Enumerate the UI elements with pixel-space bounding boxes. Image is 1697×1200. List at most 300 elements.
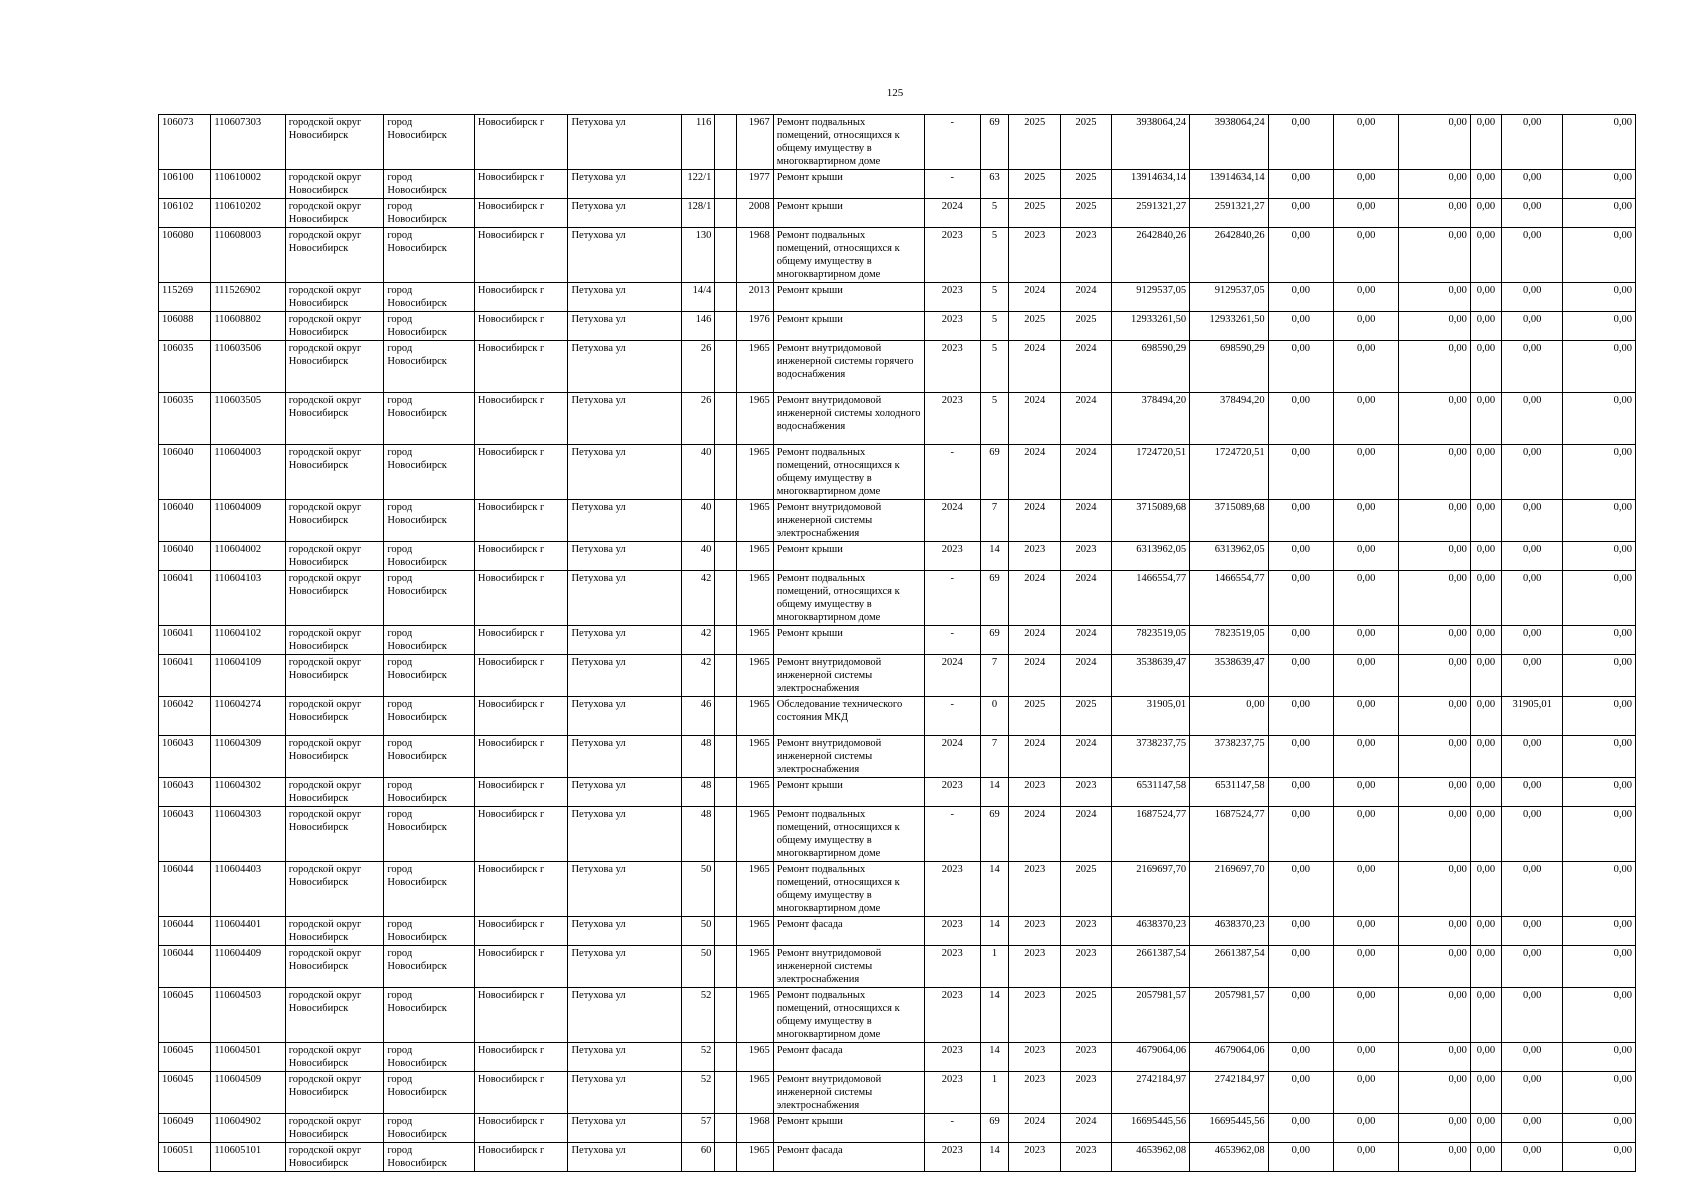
cell-cost-survey: 0,00 — [1502, 988, 1563, 1043]
cell-cost-survey: 0,00 — [1502, 862, 1563, 917]
cell-work-type: Ремонт внутридомовой инженерной системы электроснабжения — [773, 946, 924, 988]
cell-street: Петухова ул — [568, 778, 682, 807]
cell-settlement: город Новосибирск — [384, 170, 475, 199]
cell-cost-extra: 0,00 — [1563, 988, 1636, 1043]
table-row — [159, 571, 1636, 626]
cell-cost-extra: 0,00 — [1563, 736, 1636, 778]
cell-cost-regional: 0,00 — [1268, 199, 1333, 228]
cell-cost-fund: 0,00 — [1190, 697, 1268, 736]
cell-work-type: Ремонт фасада — [773, 1043, 924, 1072]
cell-cost-fund: 4653962,08 — [1190, 1143, 1268, 1172]
cell-plan-start-year: 2024 — [1009, 341, 1061, 393]
cell-cost-regional: 0,00 — [1268, 170, 1333, 199]
cell-work-code: 110604274 — [211, 697, 285, 736]
cell-street: Петухова ул — [568, 393, 682, 445]
cell-work-type: Ремонт подвальных помещений, относящихся к общему имуществу в многоквартирном доме — [773, 228, 924, 283]
cell-cost-survey: 0,00 — [1502, 228, 1563, 283]
cell-total-cost: 2169697,70 — [1111, 862, 1189, 917]
cell-locality: Новосибирск г — [474, 283, 568, 312]
table-row — [159, 736, 1636, 778]
cell-cost-local: 0,00 — [1334, 341, 1399, 393]
cell-cost-fund: 378494,20 — [1190, 393, 1268, 445]
cell-cost-fund: 1687524,77 — [1190, 807, 1268, 862]
cell-cost-local: 0,00 — [1334, 1143, 1399, 1172]
cell-system-code: 115269 — [159, 283, 211, 312]
cell-work-code: 110604902 — [211, 1114, 285, 1143]
cell-total-cost: 1687524,77 — [1111, 807, 1189, 862]
cell-cost-owners: 0,00 — [1399, 170, 1470, 199]
cell-cost-extra: 0,00 — [1563, 312, 1636, 341]
cell-year-built: 1965 — [737, 1043, 773, 1072]
cell-cost-fund: 6313962,05 — [1190, 542, 1268, 571]
cell-plan-start-year: 2024 — [1009, 626, 1061, 655]
cell-settlement: город Новосибирск — [384, 283, 475, 312]
cell-cost-regional: 0,00 — [1268, 1043, 1333, 1072]
cell-wear-percent: 69 — [980, 571, 1008, 626]
cell-municipal-district: городской округ Новосибирск — [285, 697, 384, 736]
cell-cost-owners: 0,00 — [1399, 228, 1470, 283]
cell-cost-other: 0,00 — [1470, 115, 1501, 170]
cell-municipal-district: городской округ Новосибирск — [285, 312, 384, 341]
cell-house-number: 48 — [682, 736, 715, 778]
cell-house-number: 14/4 — [682, 283, 715, 312]
cell-locality: Новосибирск г — [474, 778, 568, 807]
cell-settlement: город Новосибирск — [384, 1114, 475, 1143]
cell-street: Петухова ул — [568, 115, 682, 170]
cell-cost-other: 0,00 — [1470, 1072, 1501, 1114]
cell-locality: Новосибирск г — [474, 312, 568, 341]
cell-cost-other: 0,00 — [1470, 283, 1501, 312]
cell-street: Петухова ул — [568, 626, 682, 655]
cell-house-number: 42 — [682, 626, 715, 655]
cell-system-code: 106044 — [159, 946, 211, 988]
cell-year-built: 2013 — [737, 283, 773, 312]
cell-cost-local: 0,00 — [1334, 500, 1399, 542]
cell-locality: Новосибирск г — [474, 917, 568, 946]
cell-cost-fund: 2169697,70 — [1190, 862, 1268, 917]
cell-house-number: 40 — [682, 500, 715, 542]
cell-work-code: 110604109 — [211, 655, 285, 697]
cell-total-cost: 3738237,75 — [1111, 736, 1189, 778]
cell-plan-start-year: 2023 — [1009, 778, 1061, 807]
cell-cost-local: 0,00 — [1334, 199, 1399, 228]
cell-work-type: Ремонт подвальных помещений, относящихся к общему имуществу в многоквартирном доме — [773, 571, 924, 626]
cell-building — [715, 393, 737, 445]
cell-wear-percent: 69 — [980, 445, 1008, 500]
cell-cost-fund: 2661387,54 — [1190, 946, 1268, 988]
cell-street: Петухова ул — [568, 1143, 682, 1172]
cell-building — [715, 341, 737, 393]
cell-house-number: 46 — [682, 697, 715, 736]
cell-plan-end-year: 2023 — [1061, 1072, 1111, 1114]
cell-plan-end-year: 2025 — [1061, 697, 1111, 736]
cell-system-code: 106040 — [159, 500, 211, 542]
cell-building — [715, 1072, 737, 1114]
cell-cost-fund: 9129537,05 — [1190, 283, 1268, 312]
cell-wear-percent: 69 — [980, 807, 1008, 862]
cell-plan-end-year: 2023 — [1061, 1143, 1111, 1172]
cell-cost-fund: 6531147,58 — [1190, 778, 1268, 807]
cell-survey-year: - — [924, 697, 980, 736]
cell-plan-end-year: 2025 — [1061, 170, 1111, 199]
cell-cost-regional: 0,00 — [1268, 312, 1333, 341]
cell-year-built: 1965 — [737, 697, 773, 736]
cell-year-built: 1965 — [737, 445, 773, 500]
cell-building — [715, 445, 737, 500]
cell-work-code: 110604509 — [211, 1072, 285, 1114]
cell-municipal-district: городской округ Новосибирск — [285, 1114, 384, 1143]
cell-plan-end-year: 2025 — [1061, 115, 1111, 170]
cell-building — [715, 542, 737, 571]
table-row — [159, 115, 1636, 170]
cell-year-built: 1965 — [737, 946, 773, 988]
cell-cost-other: 0,00 — [1470, 988, 1501, 1043]
cell-cost-extra: 0,00 — [1563, 626, 1636, 655]
cell-cost-owners: 0,00 — [1399, 736, 1470, 778]
cell-year-built: 1977 — [737, 170, 773, 199]
cell-house-number: 52 — [682, 1043, 715, 1072]
cell-locality: Новосибирск г — [474, 626, 568, 655]
cell-house-number: 48 — [682, 778, 715, 807]
cell-street: Петухова ул — [568, 655, 682, 697]
cell-cost-local: 0,00 — [1334, 736, 1399, 778]
cell-cost-fund: 16695445,56 — [1190, 1114, 1268, 1143]
cell-cost-fund: 1466554,77 — [1190, 571, 1268, 626]
cell-street: Петухова ул — [568, 736, 682, 778]
cell-total-cost: 698590,29 — [1111, 341, 1189, 393]
cell-wear-percent: 1 — [980, 1072, 1008, 1114]
cell-locality: Новосибирск г — [474, 170, 568, 199]
cell-street: Петухова ул — [568, 341, 682, 393]
cell-cost-survey: 0,00 — [1502, 626, 1563, 655]
cell-cost-fund: 2642840,26 — [1190, 228, 1268, 283]
cell-plan-end-year: 2024 — [1061, 1114, 1111, 1143]
cell-cost-other: 0,00 — [1470, 697, 1501, 736]
cell-building — [715, 626, 737, 655]
cell-system-code: 106041 — [159, 655, 211, 697]
cell-cost-fund: 4638370,23 — [1190, 917, 1268, 946]
cell-survey-year: 2023 — [924, 1043, 980, 1072]
cell-building — [715, 571, 737, 626]
cell-building — [715, 917, 737, 946]
cell-cost-fund: 4679064,06 — [1190, 1043, 1268, 1072]
cell-plan-start-year: 2025 — [1009, 170, 1061, 199]
cell-total-cost: 7823519,05 — [1111, 626, 1189, 655]
cell-municipal-district: городской округ Новосибирск — [285, 199, 384, 228]
cell-plan-end-year: 2023 — [1061, 917, 1111, 946]
cell-cost-extra: 0,00 — [1563, 946, 1636, 988]
cell-total-cost: 1724720,51 — [1111, 445, 1189, 500]
cell-cost-extra: 0,00 — [1563, 445, 1636, 500]
cell-survey-year: 2023 — [924, 917, 980, 946]
cell-wear-percent: 63 — [980, 170, 1008, 199]
cell-work-code: 110604501 — [211, 1043, 285, 1072]
cell-building — [715, 807, 737, 862]
cell-municipal-district: городской округ Новосибирск — [285, 1143, 384, 1172]
cell-cost-survey: 0,00 — [1502, 1143, 1563, 1172]
cell-work-type: Ремонт фасада — [773, 917, 924, 946]
cell-street: Петухова ул — [568, 917, 682, 946]
cell-cost-other: 0,00 — [1470, 170, 1501, 199]
cell-plan-start-year: 2023 — [1009, 228, 1061, 283]
cell-cost-local: 0,00 — [1334, 1114, 1399, 1143]
cell-cost-survey: 0,00 — [1502, 1114, 1563, 1143]
cell-wear-percent: 5 — [980, 312, 1008, 341]
cell-cost-survey: 0,00 — [1502, 393, 1563, 445]
cell-survey-year: - — [924, 1114, 980, 1143]
cell-plan-end-year: 2025 — [1061, 312, 1111, 341]
cell-locality: Новосибирск г — [474, 542, 568, 571]
cell-plan-start-year: 2023 — [1009, 1043, 1061, 1072]
cell-wear-percent: 7 — [980, 655, 1008, 697]
cell-plan-start-year: 2024 — [1009, 1114, 1061, 1143]
cell-street: Петухова ул — [568, 862, 682, 917]
cell-wear-percent: 5 — [980, 199, 1008, 228]
cell-cost-extra: 0,00 — [1563, 1043, 1636, 1072]
cell-settlement: город Новосибирск — [384, 393, 475, 445]
cell-survey-year: 2023 — [924, 393, 980, 445]
cell-plan-start-year: 2024 — [1009, 571, 1061, 626]
table-row — [159, 697, 1636, 736]
cell-total-cost: 6531147,58 — [1111, 778, 1189, 807]
cell-cost-extra: 0,00 — [1563, 655, 1636, 697]
cell-cost-extra: 0,00 — [1563, 1072, 1636, 1114]
cell-work-code: 110604003 — [211, 445, 285, 500]
page-number: 125 — [886, 87, 904, 99]
cell-cost-extra: 0,00 — [1563, 778, 1636, 807]
cell-cost-owners: 0,00 — [1399, 341, 1470, 393]
cell-cost-local: 0,00 — [1334, 228, 1399, 283]
cell-cost-survey: 0,00 — [1502, 199, 1563, 228]
cell-plan-end-year: 2024 — [1061, 571, 1111, 626]
cell-year-built: 1965 — [737, 542, 773, 571]
cell-building — [715, 1043, 737, 1072]
cell-survey-year: 2024 — [924, 500, 980, 542]
table-row — [159, 341, 1636, 393]
cell-system-code: 106102 — [159, 199, 211, 228]
cell-survey-year: - — [924, 571, 980, 626]
cell-settlement: город Новосибирск — [384, 228, 475, 283]
cell-locality: Новосибирск г — [474, 571, 568, 626]
cell-wear-percent: 14 — [980, 778, 1008, 807]
cell-street: Петухова ул — [568, 312, 682, 341]
cell-year-built: 1965 — [737, 655, 773, 697]
cell-year-built: 1965 — [737, 917, 773, 946]
cell-building — [715, 1143, 737, 1172]
cell-cost-survey: 0,00 — [1502, 946, 1563, 988]
cell-locality: Новосибирск г — [474, 1072, 568, 1114]
cell-municipal-district: городской округ Новосибирск — [285, 283, 384, 312]
table-row — [159, 228, 1636, 283]
cell-municipal-district: городской округ Новосибирск — [285, 862, 384, 917]
table-row — [159, 393, 1636, 445]
cell-work-type: Ремонт фасада — [773, 1143, 924, 1172]
cell-cost-local: 0,00 — [1334, 312, 1399, 341]
cell-cost-regional: 0,00 — [1268, 542, 1333, 571]
table-row — [159, 946, 1636, 988]
cell-work-type: Ремонт крыши — [773, 1114, 924, 1143]
cell-building — [715, 199, 737, 228]
cell-settlement: город Новосибирск — [384, 312, 475, 341]
cell-house-number: 26 — [682, 341, 715, 393]
cell-street: Петухова ул — [568, 228, 682, 283]
cell-system-code: 106042 — [159, 697, 211, 736]
cell-cost-other: 0,00 — [1470, 571, 1501, 626]
cell-settlement: город Новосибирск — [384, 571, 475, 626]
cell-settlement: город Новосибирск — [384, 655, 475, 697]
cell-total-cost: 2742184,97 — [1111, 1072, 1189, 1114]
cell-municipal-district: городской округ Новосибирск — [285, 115, 384, 170]
cell-cost-other: 0,00 — [1470, 1143, 1501, 1172]
cell-cost-owners: 0,00 — [1399, 988, 1470, 1043]
cell-building — [715, 283, 737, 312]
cell-settlement: город Новосибирск — [384, 626, 475, 655]
cell-cost-owners: 0,00 — [1399, 626, 1470, 655]
cell-system-code: 106041 — [159, 571, 211, 626]
cell-locality: Новосибирск г — [474, 500, 568, 542]
cell-work-type: Ремонт подвальных помещений, относящихся к общему имуществу в многоквартирном доме — [773, 445, 924, 500]
cell-house-number: 50 — [682, 946, 715, 988]
cell-wear-percent: 14 — [980, 1043, 1008, 1072]
cell-cost-survey: 0,00 — [1502, 445, 1563, 500]
cell-cost-survey: 0,00 — [1502, 736, 1563, 778]
cell-building — [715, 115, 737, 170]
cell-building — [715, 736, 737, 778]
cell-year-built: 1965 — [737, 341, 773, 393]
cell-cost-survey: 0,00 — [1502, 807, 1563, 862]
cell-plan-start-year: 2024 — [1009, 736, 1061, 778]
cell-cost-other: 0,00 — [1470, 807, 1501, 862]
cell-survey-year: 2023 — [924, 946, 980, 988]
cell-cost-extra: 0,00 — [1563, 341, 1636, 393]
cell-cost-local: 0,00 — [1334, 393, 1399, 445]
cell-street: Петухова ул — [568, 1043, 682, 1072]
cell-plan-end-year: 2024 — [1061, 807, 1111, 862]
cell-settlement: город Новосибирск — [384, 946, 475, 988]
cell-cost-extra: 0,00 — [1563, 1114, 1636, 1143]
cell-survey-year: 2023 — [924, 312, 980, 341]
cell-year-built: 1965 — [737, 862, 773, 917]
cell-wear-percent: 69 — [980, 115, 1008, 170]
cell-wear-percent: 7 — [980, 500, 1008, 542]
cell-cost-local: 0,00 — [1334, 542, 1399, 571]
cell-cost-survey: 0,00 — [1502, 655, 1563, 697]
cell-total-cost: 3938064,24 — [1111, 115, 1189, 170]
cell-settlement: город Новосибирск — [384, 807, 475, 862]
cell-municipal-district: городской округ Новосибирск — [285, 170, 384, 199]
cell-plan-start-year: 2023 — [1009, 1143, 1061, 1172]
cell-street: Петухова ул — [568, 1072, 682, 1114]
cell-system-code: 106040 — [159, 542, 211, 571]
cell-work-code: 110604103 — [211, 571, 285, 626]
table-row — [159, 988, 1636, 1043]
cell-plan-end-year: 2023 — [1061, 542, 1111, 571]
cell-cost-other: 0,00 — [1470, 917, 1501, 946]
cell-work-type: Ремонт подвальных помещений, относящихся к общему имуществу в многоквартирном доме — [773, 115, 924, 170]
table-row — [159, 655, 1636, 697]
cell-system-code: 106041 — [159, 626, 211, 655]
cell-street: Петухова ул — [568, 445, 682, 500]
cell-house-number: 57 — [682, 1114, 715, 1143]
cell-municipal-district: городской округ Новосибирск — [285, 341, 384, 393]
cell-settlement: город Новосибирск — [384, 341, 475, 393]
cell-cost-owners: 0,00 — [1399, 1143, 1470, 1172]
cell-cost-local: 0,00 — [1334, 1072, 1399, 1114]
cell-work-type: Ремонт внутридомовой инженерной системы электроснабжения — [773, 1072, 924, 1114]
cell-cost-local: 0,00 — [1334, 697, 1399, 736]
cell-municipal-district: городской округ Новосибирск — [285, 542, 384, 571]
cell-cost-owners: 0,00 — [1399, 199, 1470, 228]
cell-cost-local: 0,00 — [1334, 778, 1399, 807]
cell-cost-regional: 0,00 — [1268, 341, 1333, 393]
cell-settlement: город Новосибирск — [384, 862, 475, 917]
cell-total-cost: 4638370,23 — [1111, 917, 1189, 946]
cell-survey-year: 2023 — [924, 1143, 980, 1172]
cell-cost-survey: 0,00 — [1502, 170, 1563, 199]
cell-settlement: город Новосибирск — [384, 697, 475, 736]
cell-cost-other: 0,00 — [1470, 312, 1501, 341]
cell-work-code: 110604009 — [211, 500, 285, 542]
cell-year-built: 1968 — [737, 1114, 773, 1143]
cell-wear-percent: 14 — [980, 542, 1008, 571]
cell-year-built: 1976 — [737, 312, 773, 341]
cell-cost-fund: 2591321,27 — [1190, 199, 1268, 228]
cell-municipal-district: городской округ Новосибирск — [285, 655, 384, 697]
cell-work-code: 111526902 — [211, 283, 285, 312]
cell-plan-start-year: 2024 — [1009, 445, 1061, 500]
cell-building — [715, 170, 737, 199]
cell-work-type: Ремонт крыши — [773, 170, 924, 199]
cell-locality: Новосибирск г — [474, 697, 568, 736]
table-row — [159, 1114, 1636, 1143]
cell-system-code: 106040 — [159, 445, 211, 500]
cell-cost-other: 0,00 — [1470, 1043, 1501, 1072]
cell-cost-local: 0,00 — [1334, 655, 1399, 697]
cell-cost-owners: 0,00 — [1399, 283, 1470, 312]
cell-system-code: 106043 — [159, 778, 211, 807]
cell-settlement: город Новосибирск — [384, 500, 475, 542]
cell-locality: Новосибирск г — [474, 393, 568, 445]
cell-system-code: 106045 — [159, 988, 211, 1043]
cell-work-type: Ремонт крыши — [773, 778, 924, 807]
table-row — [159, 199, 1636, 228]
cell-total-cost: 6313962,05 — [1111, 542, 1189, 571]
cell-total-cost: 12933261,50 — [1111, 312, 1189, 341]
cell-municipal-district: городской округ Новосибирск — [285, 736, 384, 778]
cell-plan-end-year: 2025 — [1061, 199, 1111, 228]
cell-cost-local: 0,00 — [1334, 807, 1399, 862]
cell-cost-other: 0,00 — [1470, 736, 1501, 778]
cell-cost-regional: 0,00 — [1268, 778, 1333, 807]
cell-survey-year: 2023 — [924, 542, 980, 571]
cell-cost-owners: 0,00 — [1399, 542, 1470, 571]
cell-system-code: 106044 — [159, 862, 211, 917]
cell-total-cost: 4679064,06 — [1111, 1043, 1189, 1072]
cell-cost-local: 0,00 — [1334, 946, 1399, 988]
cell-cost-local: 0,00 — [1334, 445, 1399, 500]
cell-total-cost: 4653962,08 — [1111, 1143, 1189, 1172]
cell-cost-other: 0,00 — [1470, 445, 1501, 500]
cell-municipal-district: городской округ Новосибирск — [285, 626, 384, 655]
cell-cost-owners: 0,00 — [1399, 778, 1470, 807]
cell-system-code: 106043 — [159, 736, 211, 778]
table-body — [159, 115, 1636, 1172]
cell-cost-survey: 0,00 — [1502, 542, 1563, 571]
cell-locality: Новосибирск г — [474, 1143, 568, 1172]
cell-system-code: 106080 — [159, 228, 211, 283]
cell-cost-regional: 0,00 — [1268, 862, 1333, 917]
cell-work-code: 110604409 — [211, 946, 285, 988]
